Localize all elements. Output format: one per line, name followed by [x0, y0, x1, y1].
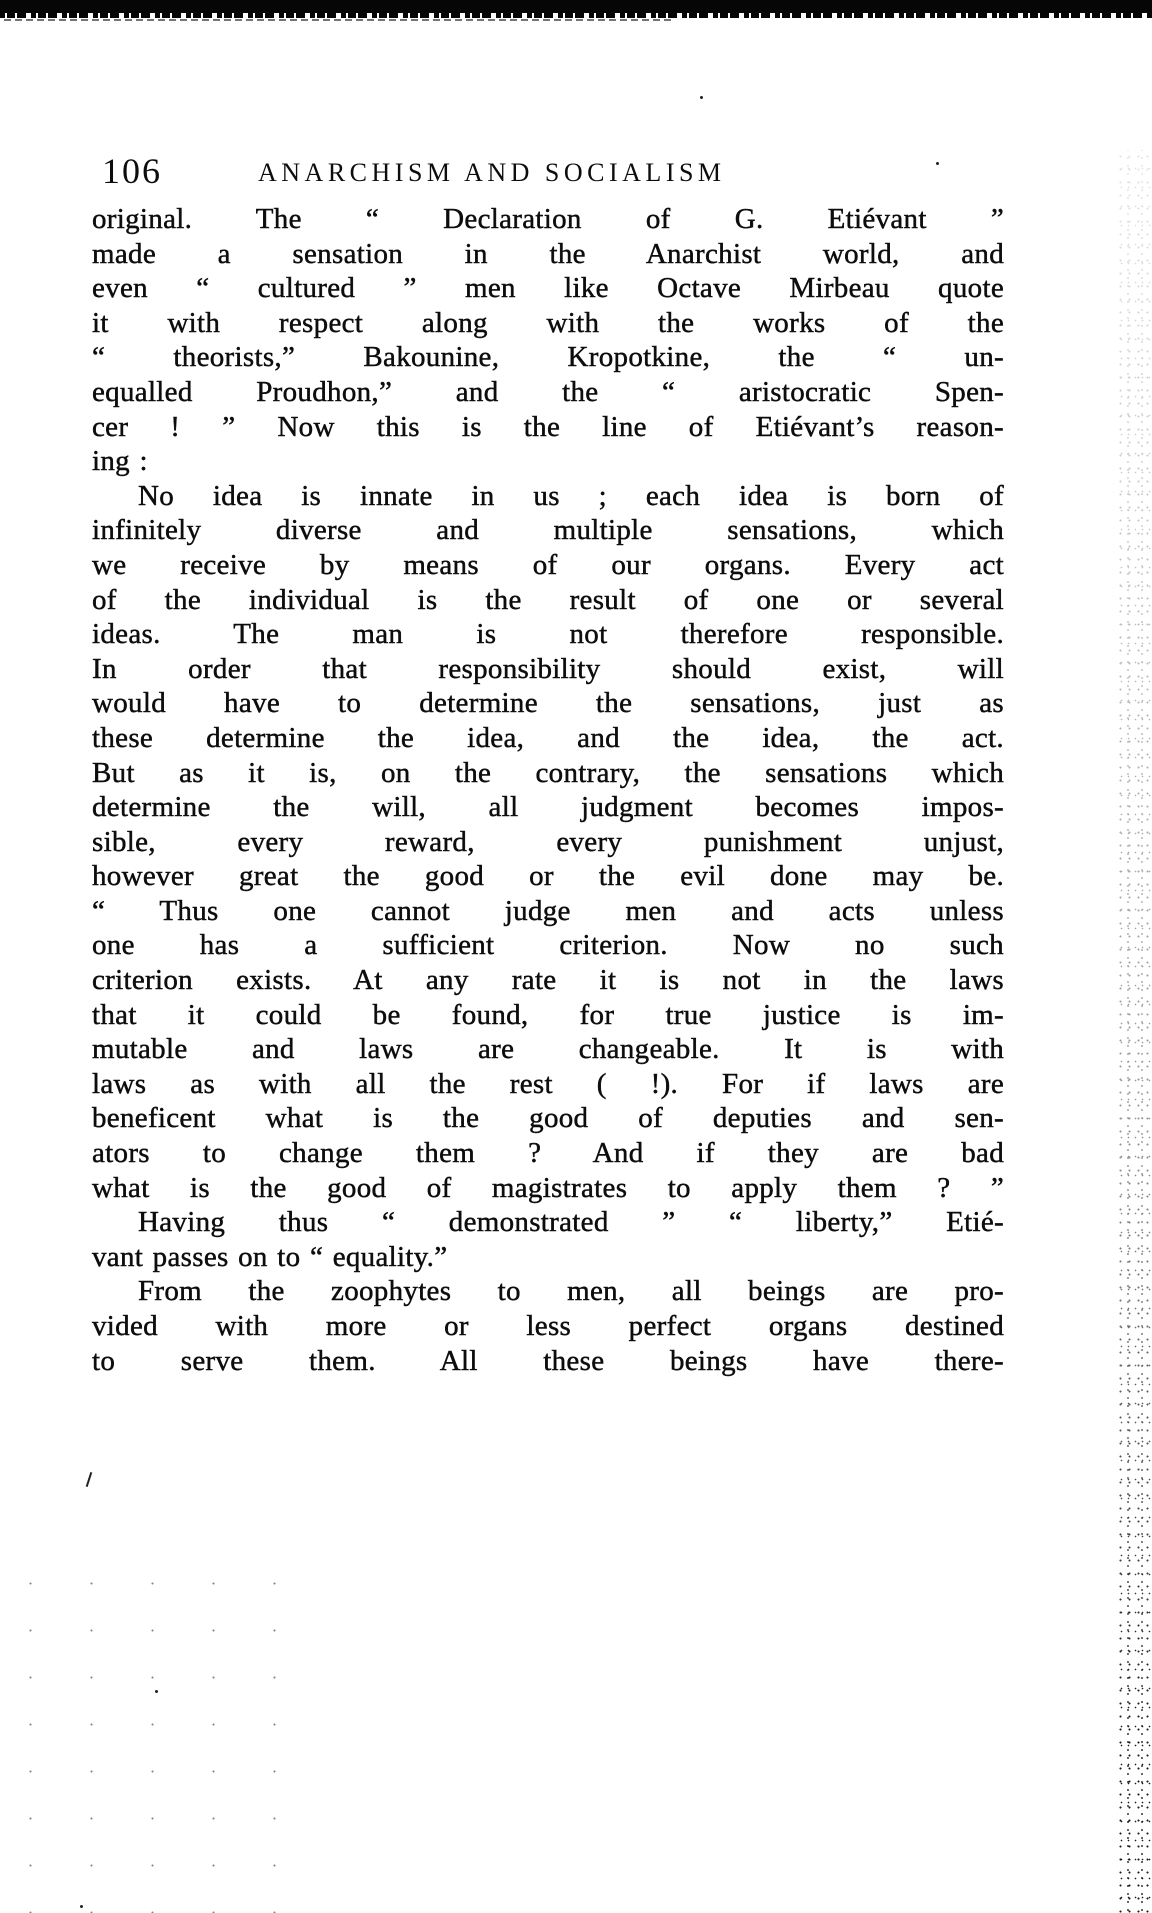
- text-line: vided with more or less perfect organs destined: [92, 1310, 1004, 1342]
- scan-speck: [80, 1905, 83, 1908]
- scan-slash-speck: [86, 1472, 93, 1487]
- text-line: sible, every reward, every punishment unjust,: [92, 825, 1004, 858]
- text-line: would have to determine the sensations, just as: [92, 687, 1004, 720]
- text-line: one has a sufficient criterion. Now no such: [92, 929, 1004, 962]
- scan-artifact-top-bar: [0, 0, 1152, 13]
- text-line: we receive by means of our organs. Every act: [92, 548, 1004, 581]
- text-line: that it could be found, for true justice is im-: [92, 998, 1004, 1031]
- text-line: “ theorists,” Bakounine, Kropotkine, the “ un-: [92, 341, 1004, 374]
- scan-artifact-top-noise-line: [4, 19, 672, 21]
- text-line: determine the will, all judgment becomes impos-: [92, 791, 1004, 824]
- text-line: “ Thus one cannot judge men and acts unless: [92, 894, 1004, 927]
- text-line: In order that responsibility should exist, will: [92, 652, 1004, 685]
- text-line: Having thus “ demonstrated ” “ liberty,” Etié-: [138, 1206, 1004, 1239]
- text-line: laws as with all the rest ( !). For if laws are: [92, 1067, 1004, 1100]
- text-line: what is the good of magistrates to apply them ? ”: [92, 1171, 1004, 1204]
- text-line: From the zoophytes to men, all beings are pro-: [138, 1275, 1004, 1308]
- text-line: ideas. The man is not therefore responsible.: [92, 618, 1004, 651]
- scan-speck: [700, 96, 703, 99]
- text-line: made a sensation in the Anarchist world, and: [92, 237, 1004, 270]
- text-line: of the individual is the result of one or several: [92, 583, 1004, 616]
- text-line: even “ cultured ” men like Octave Mirbeau quote: [92, 272, 1004, 305]
- text-line: equalled Proudhon,” and the “ aristocratic Spen-: [92, 375, 1004, 408]
- text-line: original. The “ Declaration of G. Etiévant ”: [92, 203, 1004, 235]
- text-line: No idea is innate in us ; each idea is born of: [138, 479, 1004, 512]
- text-line: mutable and laws are changeable. It is with: [92, 1033, 1004, 1066]
- text-line: vant passes on to “ equality.”: [92, 1240, 448, 1273]
- text-line: infinitely diverse and multiple sensations, which: [92, 514, 1004, 547]
- body-text: [92, 202, 1004, 1378]
- scan-artifact-top-bar-ragged-edge: [0, 13, 1152, 18]
- text-line: ators to change them ? And if they are bad: [92, 1137, 1004, 1170]
- text-line: it with respect along with the works of the: [92, 306, 1004, 339]
- scan-speck: [155, 1690, 158, 1693]
- text-line: beneficent what is the good of deputies and sen-: [92, 1102, 1004, 1135]
- page-header: [0, 148, 1152, 198]
- text-line: criterion exists. At any rate it is not in the laws: [92, 964, 1004, 997]
- text-line: ing :: [92, 445, 148, 478]
- scan-noise-right-edge: [1116, 150, 1152, 1913]
- page-number: 106: [102, 151, 162, 191]
- running-title: ANARCHISM AND SOCIALISM: [258, 158, 726, 187]
- text-line: cer ! ” Now this is the line of Etiévant’s reason-: [92, 410, 1004, 443]
- text-line: these determine the idea, and the idea, the act.: [92, 721, 1004, 754]
- text-line: to serve them. All these beings have there-: [92, 1344, 1004, 1377]
- text-line: however great the good or the evil done may be.: [92, 860, 1004, 893]
- text-line: But as it is, on the contrary, the sensations which: [92, 756, 1004, 789]
- scan-noise-bottom-left: [0, 1560, 320, 1913]
